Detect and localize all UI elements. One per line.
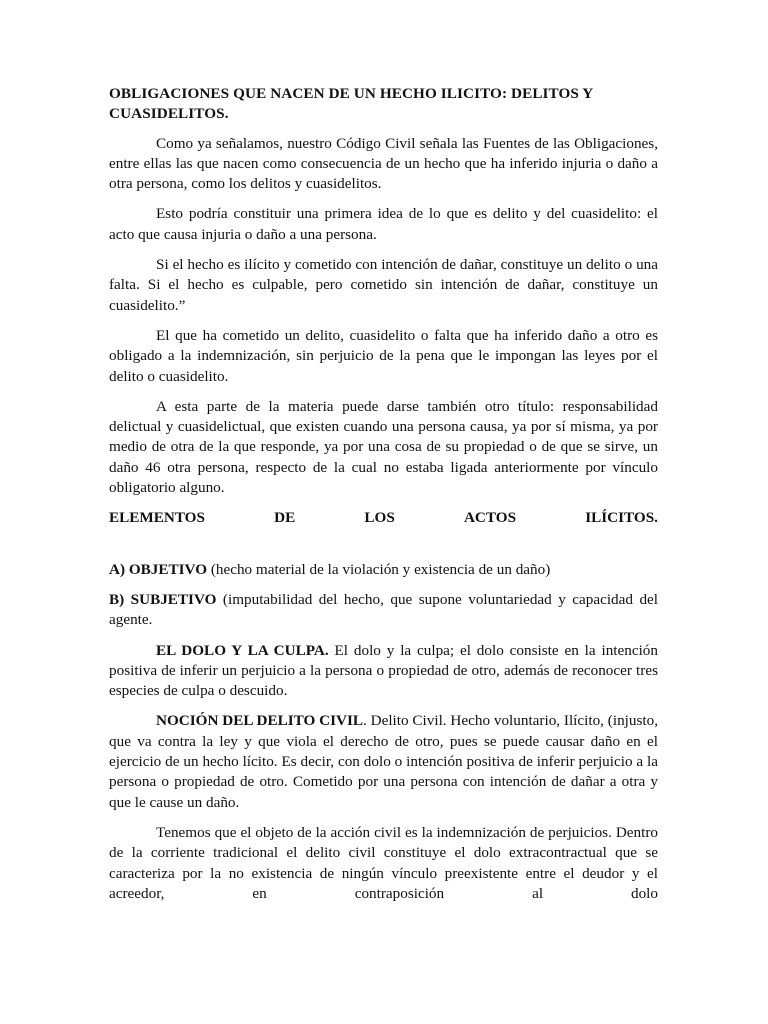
dolo-paragraph — [109, 641, 658, 702]
subjetivo-label: B) SUBJETIVO — [109, 590, 217, 608]
final-paragraph: Tenemos que el objeto de la acción civil es la indemnización de perjuicios. Dentro de la corriente tradicional el delito civil constituye el dolo extracontractual que se caracteriza por la no existencia de ningún vínculo preexistente entre el deudor y el acreedor, en contraposición al dolo — [109, 823, 658, 902]
objetivo-text: (hecho material de la violación y existencia de un daño) — [207, 560, 551, 578]
paragraph-5: A esta parte de la materia puede darse también otro título: responsabilidad delictual y cuasidelictual, que existen cuando una persona causa, ya por sí misma, ya por medio de otra de la que responde, ya por una cosa de su propiedad o de que se sirve, un daño 46 otra persona, respecto de la cual no estaba ligada anteriormente por vínculo obligatorio alguno. — [109, 397, 658, 497]
subjetivo-paragraph — [109, 590, 658, 631]
paragraph-4: El que ha cometido un delito, cuasidelito o falta que ha inferido daño a otro es obligado a la indemnización, sin perjuicio de la pena que le impongan las leyes por el delito o cuasidelito. — [109, 326, 658, 385]
elements-heading-word: DE — [274, 509, 296, 527]
dolo-text: El dolo y la culpa; el dolo consiste en la intención positiva de inferir un perjuicio a la persona o propiedad de otro, además de reconocer tres especies de culpa o descuido. — [109, 641, 658, 700]
document-title: OBLIGACIONES QUE NACEN DE UN HECHO ILICITO: DELITOS Y CUASIDELITOS. — [109, 85, 593, 123]
elements-heading — [109, 508, 658, 528]
nocion-text: . Delito Civil. Hecho voluntario, Ilícito, (injusto, que va contra la ley y que viola el derecho de otro, pues se puede causar daño en el ejercicio de un hecho lícito. Es decir, con dolo o intención positiva de inferir perjuicio a la persona o propiedad de otro. Cometido por una persona con intención de dañar a otra y que le cause un daño. — [109, 712, 658, 811]
document-page — [109, 84, 658, 914]
elements-heading-word: ACTOS — [463, 509, 517, 527]
subjetivo-text: (imputabilidad del hecho, que supone voluntariedad y capacidad del agente. — [109, 590, 659, 629]
objetivo-label: A) OBJETIVO — [109, 560, 208, 578]
objetivo-paragraph — [109, 560, 658, 580]
elements-heading-word: ILÍCITOS. — [585, 509, 658, 527]
paragraph-3: Si el hecho es ilícito y cometido con intención de dañar, constituye un delito o una falta. Si el hecho es culpable, pero cometido sin intención de dañar, constituye un cuasidelito.” — [109, 256, 658, 314]
nocion-label: NOCIÓN DEL DELITO CIVIL — [156, 712, 363, 730]
nocion-paragraph — [109, 711, 658, 812]
elements-heading-word: LOS — [364, 509, 395, 527]
elements-heading-word: ELEMENTOS — [109, 509, 205, 527]
dolo-label: EL DOLO Y LA CULPA. — [156, 641, 329, 659]
paragraph-2: Esto podría constituir una primera idea de lo que es delito y del cuasidelito: el acto que causa injuria o daño a una persona. — [109, 205, 658, 243]
paragraph-1: Como ya señalamos, nuestro Código Civil señala las Fuentes de las Obligaciones, entre ellas las que nacen como consecuencia de un hecho que ha inferido injuria o daño a otra persona, como los delitos y cuasidelitos. — [109, 134, 658, 193]
